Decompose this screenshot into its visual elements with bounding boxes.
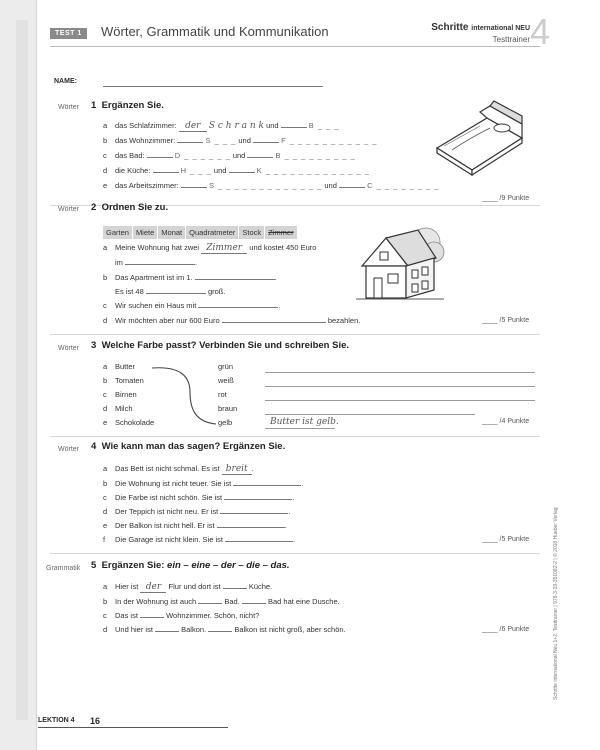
exercise-5c: c Das ist Wohnzimmer. Schön, nicht?: [103, 611, 260, 620]
page-number: 16: [90, 716, 101, 726]
answer-2d[interactable]: [222, 322, 326, 323]
header-divider: [50, 46, 540, 47]
copyright-vertical: Schritte international Neu 1+2, Testtrainer | 978-3-19-351082-2 | © 2018 Hueber Verlag: [553, 507, 559, 700]
answer-2c[interactable]: [198, 307, 278, 308]
exercise-4b: b Die Wohnung ist nicht teuer. Sie ist .: [103, 479, 304, 488]
word-chip[interactable]: Miete: [133, 226, 157, 239]
exercise-5a: a Hier ist der Flur und dort ist Küche.: [103, 582, 273, 592]
answer-1b-article2[interactable]: [253, 142, 279, 143]
answer-5d-2[interactable]: [208, 631, 232, 632]
section-5-heading: [91, 560, 290, 571]
match-row: e Schokolade: [103, 418, 155, 427]
answer-line-3[interactable]: [265, 414, 475, 415]
exercise-5d: d Und hier ist Balkon. Balkon ist nicht groß, aber schön.: [103, 625, 346, 634]
exercise-1b: b das Wohnzimmer: S _ _ _ und F _ _ _ _ _ _ _ _ _ _ _: [103, 136, 378, 145]
color-option[interactable]: rot: [218, 390, 227, 399]
section-3-score: ____ /4 Punkte: [482, 418, 530, 425]
word-chip[interactable]: Garten: [103, 226, 132, 239]
answer-1e-article1[interactable]: [181, 187, 207, 188]
match-row: d Milch: [103, 404, 133, 413]
answer-5b-1[interactable]: [198, 603, 222, 604]
answer-5c[interactable]: [140, 617, 164, 618]
exercise-2a: a Meine Wohnung hat zwei Zimmer und kostet 450 Euro: [103, 243, 317, 253]
exercise-4f: f Die Garage ist nicht klein. Sie ist .: [103, 535, 296, 544]
exercise-2a-cont: im .: [115, 258, 198, 267]
section-divider-2: [50, 334, 540, 335]
bed-illustration: [432, 98, 524, 176]
brand-small: international NEU: [471, 25, 530, 32]
section-1-score: ____ /9 Punkte: [482, 195, 530, 202]
color-option[interactable]: grün: [218, 362, 234, 371]
exercise-4a: a Das Bett ist nicht schmal. Es ist breit .: [103, 464, 254, 474]
word-chip[interactable]: Quadratmeter: [186, 226, 238, 239]
left-margin-strip: [16, 20, 28, 720]
word-chip-used[interactable]: Zimmer: [265, 226, 296, 239]
name-label: NAME:: [54, 78, 77, 85]
match-row: c Birnen: [103, 390, 137, 399]
exercise-1c: c das Bad: D _ _ _ _ _ _ und B _ _ _ _ _ _ _ _ _: [103, 151, 356, 160]
section-2-number: 2: [91, 202, 97, 213]
section-divider-4: [50, 553, 540, 554]
page-title: Wörter, Grammatik und Kommunikation: [101, 24, 329, 39]
brand-subtitle: Testtrainer: [492, 35, 530, 44]
section-5-category: Grammatik: [46, 565, 81, 572]
answer-2a[interactable]: Zimmer: [201, 243, 247, 254]
section-4-category: Wörter: [58, 446, 79, 453]
answer-1d-article2[interactable]: [229, 172, 255, 173]
answer-line-3[interactable]: [265, 428, 335, 429]
section-5-score: ____ /6 Punkte: [482, 626, 530, 633]
answer-1e-article2[interactable]: [339, 187, 365, 188]
answer-4a[interactable]: breit: [222, 464, 252, 475]
section-2-score: ____ /5 Punkte: [482, 317, 530, 324]
exercise-1a: a das Schlafzimmer: der S c h r a n k und B _ _ _: [103, 121, 340, 131]
test-badge: TEST 1: [50, 28, 87, 39]
section-3-title: Welche Farbe passt? Verbinden Sie und schreiben Sie.: [101, 340, 350, 351]
match-row: a Butter: [103, 362, 136, 371]
section-5-number: 5: [91, 560, 97, 571]
answer-line-3[interactable]: [265, 386, 535, 387]
answer-2b-2[interactable]: [146, 293, 206, 294]
exercise-4e: e Der Balkon ist nicht hell. Er ist .: [103, 521, 287, 530]
answer-4e[interactable]: [217, 527, 285, 528]
answer-2a-2[interactable]: [125, 264, 195, 265]
exercise-2b-cont: Es ist 48 groß.: [115, 287, 226, 296]
section-3-number: 3: [91, 340, 97, 351]
exercise-1e: e das Arbeitszimmer: S _ _ _ _ _ _ _ _ _ _ _ _ _ und C _ _ _ _ _ _ _ _: [103, 181, 440, 190]
color-option[interactable]: weiß: [218, 376, 234, 385]
exercise-1d: d die Küche: H _ _ _ und K _ _ _ _ _ _ _ _ _ _ _ _ _: [103, 166, 370, 175]
example-answer-3: Butter ist gelb.: [270, 417, 339, 427]
section-5-title: Ergänzen Sie:: [101, 560, 165, 571]
answer-1a-word[interactable]: S c h r a n k: [208, 121, 264, 131]
section-3-category: Wörter: [58, 345, 79, 352]
section-2-title: Ordnen Sie zu.: [101, 202, 169, 213]
answer-1d-article1[interactable]: [153, 172, 179, 173]
section-3-heading: [91, 340, 349, 351]
exercise-5b: b In der Wohnung ist auch Bad. Bad hat eine Dusche.: [103, 597, 340, 606]
exercise-2d: d Wir möchten aber nur 600 Euro bezahlen.: [103, 316, 361, 325]
section-2-heading: [91, 202, 168, 213]
connector-line: [150, 364, 220, 428]
section-2-category: Wörter: [58, 206, 79, 213]
answer-4b[interactable]: [233, 485, 301, 486]
name-field[interactable]: [103, 86, 323, 87]
answer-4d[interactable]: [220, 513, 288, 514]
brand-main: Schritte: [431, 22, 469, 33]
answer-4c[interactable]: [224, 499, 292, 500]
section-4-number: 4: [91, 441, 97, 452]
answer-1a-article[interactable]: der: [179, 121, 207, 132]
word-chip[interactable]: Monat: [158, 226, 185, 239]
answer-line-3[interactable]: [265, 372, 535, 373]
section-4-heading: [91, 441, 285, 452]
lesson-number: 4: [529, 11, 550, 52]
answer-line-3[interactable]: [265, 400, 535, 401]
house-illustration: [356, 220, 446, 304]
section-1-heading: [91, 100, 164, 111]
answer-1c-article1[interactable]: [147, 157, 173, 158]
brand-title: [431, 22, 530, 33]
exercise-2b: b Das Apartment ist im 1. .: [103, 273, 277, 282]
section-1-number: 1: [91, 100, 97, 111]
answer-2b-1[interactable]: [195, 279, 275, 280]
footer-lesson: LEKTION 4: [38, 717, 75, 724]
section-divider-3: [50, 436, 540, 437]
color-option[interactable]: gelb: [218, 418, 233, 427]
word-chip[interactable]: Stock: [239, 226, 264, 239]
answer-5a-1[interactable]: der: [140, 582, 166, 593]
color-option[interactable]: braun: [218, 404, 238, 413]
section-4-score: ____ /5 Punkte: [482, 536, 530, 543]
section-1-title: Ergänzen Sie.: [101, 100, 164, 111]
section-5-words: ein – eine – der – die – das.: [167, 560, 290, 571]
footer-divider: [38, 727, 228, 728]
exercise-4c: c Die Farbe ist nicht schön. Sie ist .: [103, 493, 295, 502]
answer-1a-article2[interactable]: [281, 127, 307, 128]
answer-1c-article2[interactable]: [247, 157, 273, 158]
exercise-4d: d Der Teppich ist nicht neu. Er ist .: [103, 507, 291, 516]
answer-5d-1[interactable]: [155, 631, 179, 632]
answer-5a-2[interactable]: [223, 588, 247, 589]
word-bank: [103, 222, 298, 240]
answer-4f[interactable]: [225, 541, 293, 542]
answer-5b-2[interactable]: [242, 603, 266, 604]
exercise-2c: c Wir suchen ein Haus mit .: [103, 301, 281, 310]
answer-1b-article1[interactable]: [177, 142, 203, 143]
match-row: b Tomaten: [103, 376, 144, 385]
section-4-title: Wie kann man das sagen? Ergänzen Sie.: [101, 441, 286, 452]
section-1-category: Wörter: [58, 104, 79, 111]
